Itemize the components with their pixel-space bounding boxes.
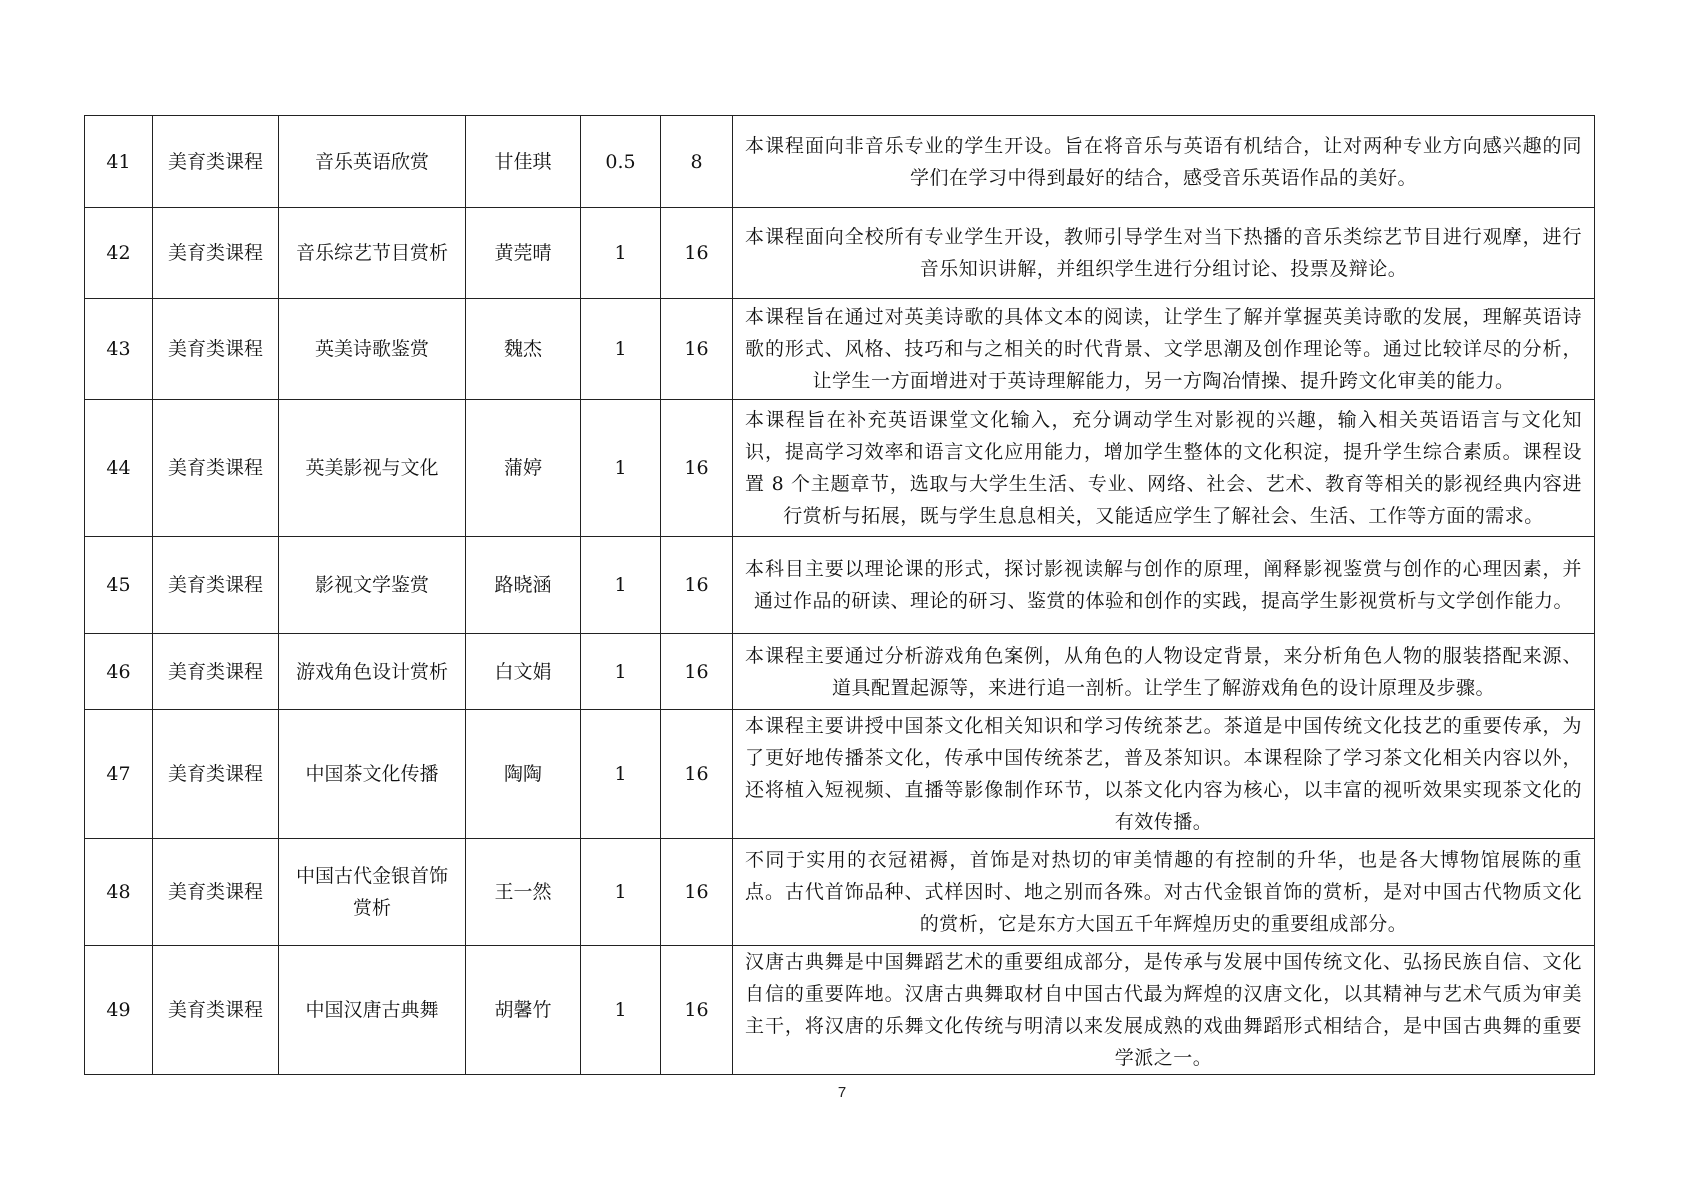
- class-hours: 8: [661, 116, 733, 208]
- teacher-name: 蒲婷: [466, 400, 581, 537]
- course-category: 美育类课程: [153, 299, 279, 400]
- course-description: 本课程主要讲授中国茶文化相关知识和学习传统茶艺。茶道是中国传统文化技艺的重要传承，为了更好地传播茶文化，传承中国传统茶艺，普及茶知识。本课程除了学习茶文化相关内容以外，还将植入短视频、直播等影像制作环节，以茶文化内容为核心，以丰富的视听效果实现茶文化的有效传播。: [733, 710, 1595, 839]
- course-name: 英美影视与文化: [279, 400, 466, 537]
- course-description: 汉唐古典舞是中国舞蹈艺术的重要组成部分，是传承与发展中国传统文化、弘扬民族自信、文化自信的重要阵地。汉唐古典舞取材自中国古代最为辉煌的汉唐文化，以其精神与艺术气质为审美主干，将汉唐的乐舞文化传统与明清以来发展成熟的戏曲舞蹈形式相结合，是中国古典舞的重要学派之一。: [733, 946, 1595, 1075]
- course-name: 影视文学鉴赏: [279, 537, 466, 634]
- course-category: 美育类课程: [153, 946, 279, 1075]
- teacher-name: 路晓涵: [466, 537, 581, 634]
- course-category: 美育类课程: [153, 634, 279, 710]
- course-description: 本课程旨在补充英语课堂文化输入，充分调动学生对影视的兴趣，输入相关英语语言与文化知识，提高学习效率和语言文化应用能力，增加学生整体的文化积淀，提升学生综合素质。课程设置 8 个主题章节，选取与大学生生活、专业、网络、社会、艺术、教育等相关的影视经典内容进行赏析与拓展，既与学生息息相关，又能适应学生了解社会、生活、工作等方面的需求。: [733, 400, 1595, 537]
- course-category: 美育类课程: [153, 537, 279, 634]
- teacher-name: 王一然: [466, 839, 581, 946]
- course-name: 音乐英语欣赏: [279, 116, 466, 208]
- row-number: 44: [85, 400, 153, 537]
- class-hours: 16: [661, 710, 733, 839]
- row-number: 45: [85, 537, 153, 634]
- table-row: [85, 710, 1595, 839]
- teacher-name: 甘佳琪: [466, 116, 581, 208]
- course-category: 美育类课程: [153, 116, 279, 208]
- credit: 1: [581, 537, 661, 634]
- teacher-name: 胡馨竹: [466, 946, 581, 1075]
- credit: 1: [581, 634, 661, 710]
- course-name: 音乐综艺节目赏析: [279, 208, 466, 299]
- teacher-name: 黄莞晴: [466, 208, 581, 299]
- row-number: 43: [85, 299, 153, 400]
- teacher-name: 白文娟: [466, 634, 581, 710]
- course-description: 本课程面向非音乐专业的学生开设。旨在将音乐与英语有机结合，让对两种专业方向感兴趣的同学们在学习中得到最好的结合，感受音乐英语作品的美好。: [733, 116, 1595, 208]
- row-number: 48: [85, 839, 153, 946]
- course-description: 本课程旨在通过对英美诗歌的具体文本的阅读，让学生了解并掌握英美诗歌的发展，理解英语诗歌的形式、风格、技巧和与之相关的时代背景、文学思潮及创作理论等。通过比较详尽的分析，让学生一方面增进对于英诗理解能力，另一方陶冶情操、提升跨文化审美的能力。: [733, 299, 1595, 400]
- course-name: 中国汉唐古典舞: [279, 946, 466, 1075]
- course-name: 英美诗歌鉴赏: [279, 299, 466, 400]
- class-hours: 16: [661, 208, 733, 299]
- table-row: [85, 400, 1595, 537]
- table-row: [85, 946, 1595, 1075]
- credit: 1: [581, 208, 661, 299]
- credit: 1: [581, 710, 661, 839]
- class-hours: 16: [661, 946, 733, 1075]
- class-hours: 16: [661, 839, 733, 946]
- course-category: 美育类课程: [153, 400, 279, 537]
- class-hours: 16: [661, 537, 733, 634]
- class-hours: 16: [661, 400, 733, 537]
- teacher-name: 陶陶: [466, 710, 581, 839]
- course-name: 中国古代金银首饰赏析: [279, 839, 466, 946]
- row-number: 41: [85, 116, 153, 208]
- table-row: [85, 537, 1595, 634]
- credit: 1: [581, 839, 661, 946]
- table-row: [85, 299, 1595, 400]
- table-row: [85, 208, 1595, 299]
- page-number: 7: [837, 1084, 847, 1101]
- course-name: 游戏角色设计赏析: [279, 634, 466, 710]
- credit: 1: [581, 400, 661, 537]
- course-description: 不同于实用的衣冠裙褥，首饰是对热切的审美情趣的有控制的升华，也是各大博物馆展陈的重点。古代首饰品种、式样因时、地之别而各殊。对古代金银首饰的赏析，是对中国古代物质文化的赏析，它是东方大国五千年辉煌历史的重要组成部分。: [733, 839, 1595, 946]
- table-row: [85, 116, 1595, 208]
- course-description: 本课程面向全校所有专业学生开设，教师引导学生对当下热播的音乐类综艺节目进行观摩，进行音乐知识讲解，并组织学生进行分组讨论、投票及辩论。: [733, 208, 1595, 299]
- table-row: [85, 839, 1595, 946]
- credit: 1: [581, 299, 661, 400]
- course-description: 本课程主要通过分析游戏角色案例，从角色的人物设定背景，来分析角色人物的服装搭配来源、道具配置起源等，来进行追一剖析。让学生了解游戏角色的设计原理及步骤。: [733, 634, 1595, 710]
- credit: 0.5: [581, 116, 661, 208]
- row-number: 42: [85, 208, 153, 299]
- teacher-name: 魏杰: [466, 299, 581, 400]
- credit: 1: [581, 946, 661, 1075]
- row-number: 46: [85, 634, 153, 710]
- course-category: 美育类课程: [153, 839, 279, 946]
- course-table: [84, 115, 1595, 1075]
- class-hours: 16: [661, 634, 733, 710]
- table-row: [85, 634, 1595, 710]
- course-category: 美育类课程: [153, 710, 279, 839]
- course-description: 本科目主要以理论课的形式，探讨影视读解与创作的原理，阐释影视鉴赏与创作的心理因素，并通过作品的研读、理论的研习、鉴赏的体验和创作的实践，提高学生影视赏析与文学创作能力。: [733, 537, 1595, 634]
- course-name: 中国茶文化传播: [279, 710, 466, 839]
- class-hours: 16: [661, 299, 733, 400]
- row-number: 47: [85, 710, 153, 839]
- row-number: 49: [85, 946, 153, 1075]
- course-category: 美育类课程: [153, 208, 279, 299]
